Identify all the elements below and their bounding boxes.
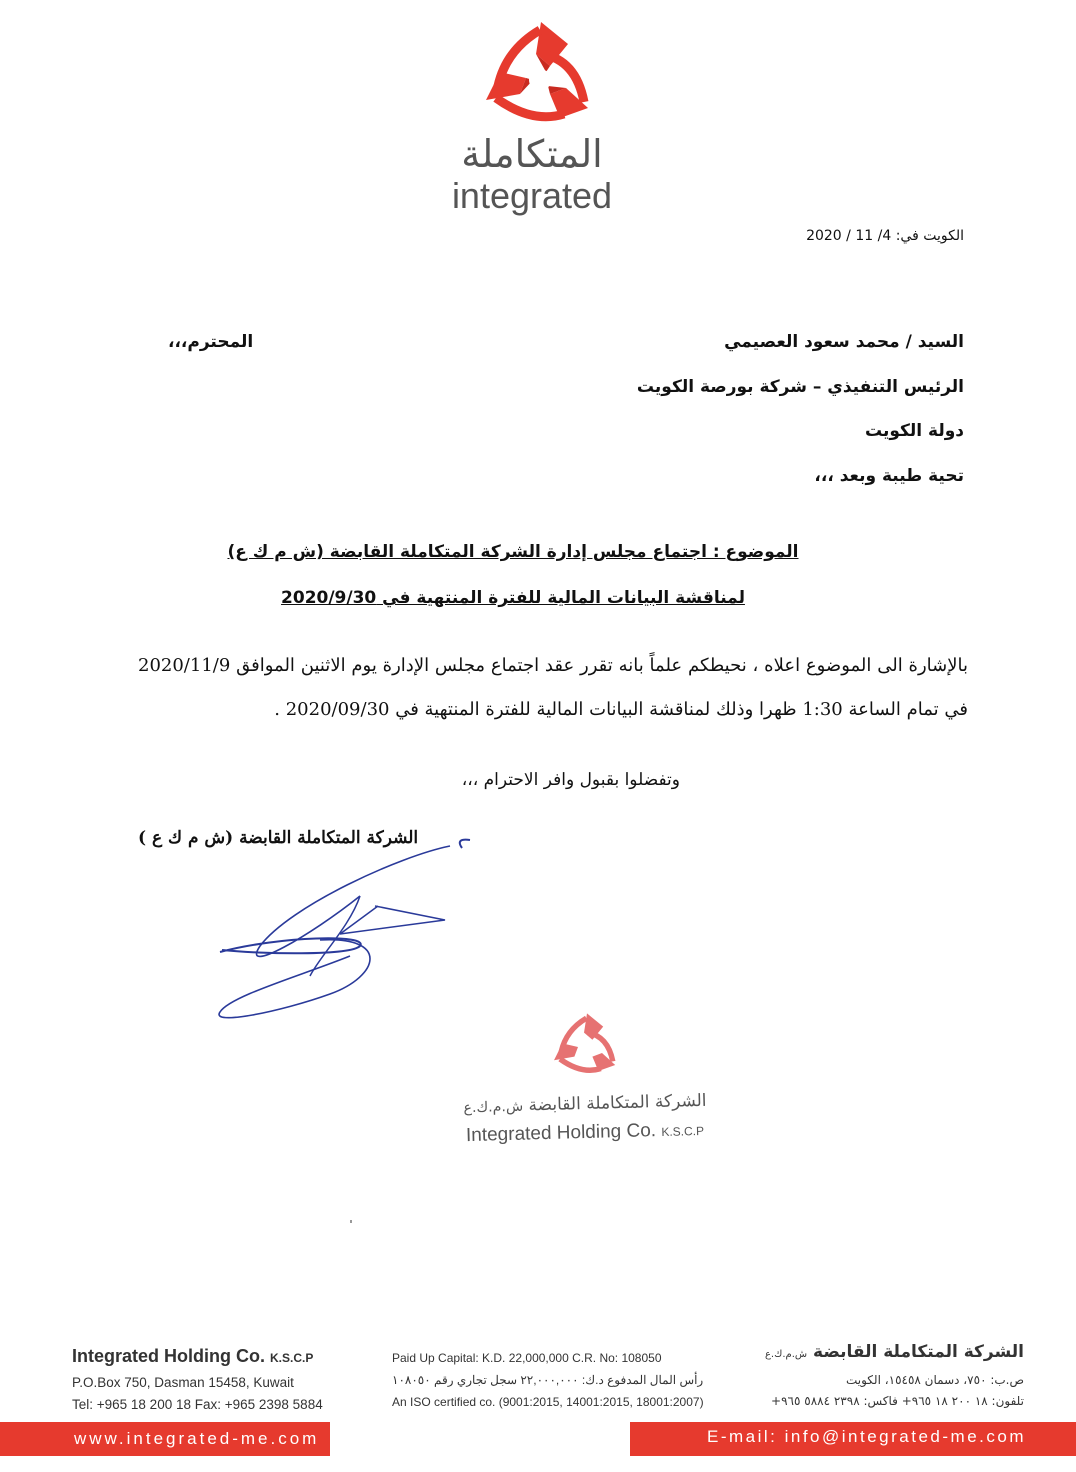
letter-date: الكويت في: 4/ 11 / 2020 (806, 228, 964, 244)
handwritten-signature (200, 836, 500, 1036)
recipient-country: دولة الكويت (864, 421, 964, 441)
stamp-name-en: Integrated Holding Co. (465, 1120, 657, 1147)
footer-ar-name: الشركة المتكاملة القابضة (813, 1342, 1024, 1362)
brand-name-arabic: المتكاملة (461, 132, 603, 176)
brand-name-english: integrated (451, 175, 613, 216)
footer-phone-ar: تلفون: ١٨ ٢٠٠ ١٨ ٩٦٥+ فاكس: ٢٣٩٨ ٥٨٨٤ ٩٦٥+ (771, 1394, 1024, 1408)
subject-line-2-text: لمناقشة البيانات المالية للفترة المنتهية في 2020/9/30 (281, 588, 745, 608)
closing-line: وتفضلوا بقبول وافر الاحترام ،،، (461, 770, 680, 790)
stamp-suffix-en: K.S.C.P (661, 1123, 705, 1139)
stamp-name-english (456, 1119, 714, 1148)
footer-band-gap (330, 1422, 630, 1456)
footer-company-ar (765, 1342, 1024, 1362)
subject-line-1-text: الموضوع : اجتماع مجلس إدارة الشركة المتكاملة القابضة (ش م ك ع) (227, 542, 799, 562)
scan-speck (350, 1220, 352, 1223)
stamp-name-ar: الشركة المتكاملة القابضة (528, 1090, 707, 1116)
respected-salutation: المحترم،،، (168, 332, 254, 352)
footer-capital-en: Paid Up Capital: K.D. 22,000,000 C.R. No: 108050 (392, 1351, 662, 1365)
subject-line-2 (100, 588, 926, 608)
footer-address-en: P.O.Box 750, Dasman 15458, Kuwait (72, 1375, 294, 1390)
stamp-logo-icon (548, 1008, 626, 1080)
subject-line-1 (100, 542, 926, 562)
footer-iso: An ISO certified co. (9001:2015, 14001:2015, 18001:2007) (392, 1395, 704, 1409)
footer-en-suffix: K.S.C.P (270, 1351, 314, 1365)
signer-name: الشركة المتكاملة القابضة (ش م ك ع ) (138, 828, 419, 848)
footer-company-en (72, 1346, 313, 1367)
footer-en-name: Integrated Holding Co. (72, 1346, 265, 1366)
recipient-title: الرئيس التنفيذي – شركة بورصة الكويت (636, 377, 964, 397)
footer-ar-suffix: ش.م.ك.ع (764, 1349, 808, 1360)
recipient-name: السيد / محمد سعود العصيمي (724, 332, 964, 352)
pinwheel-logo-icon (476, 14, 606, 132)
footer-address-ar: ص.ب: ٧٥٠، دسمان ١٥٤٥٨، الكويت (845, 1373, 1024, 1387)
greeting: تحية طيبة وبعد ،،، (814, 466, 964, 486)
footer-phone-en: Tel: +965 18 200 18 Fax: +965 2398 5884 (72, 1397, 323, 1412)
footer-capital-ar: رأس المال المدفوع د.ك: ٢٢,٠٠٠,٠٠٠ سجل تجاري رقم ١٠٨٠٥٠ (392, 1373, 704, 1387)
footer-website-link[interactable]: www.integrated-me.com (74, 1429, 320, 1448)
stamp-name-arabic (456, 1091, 714, 1118)
footer-email-link[interactable]: E-mail: info@integrated-me.com (706, 1427, 1026, 1446)
letter-body: بالإشارة الى الموضوع اعلاه ، نحيطكم علماً بانه تقرر عقد اجتماع مجلس الإدارة يوم الاثنين الموافق 2020/11/9 في تمام الساعة 1:30 ظهرا وذلك لمناقشة البيانات المالية للفترة المنتهية في 2020/09/30 . (138, 655, 968, 720)
stamp-suffix-ar: ش.م.ك.ع (463, 1098, 524, 1117)
